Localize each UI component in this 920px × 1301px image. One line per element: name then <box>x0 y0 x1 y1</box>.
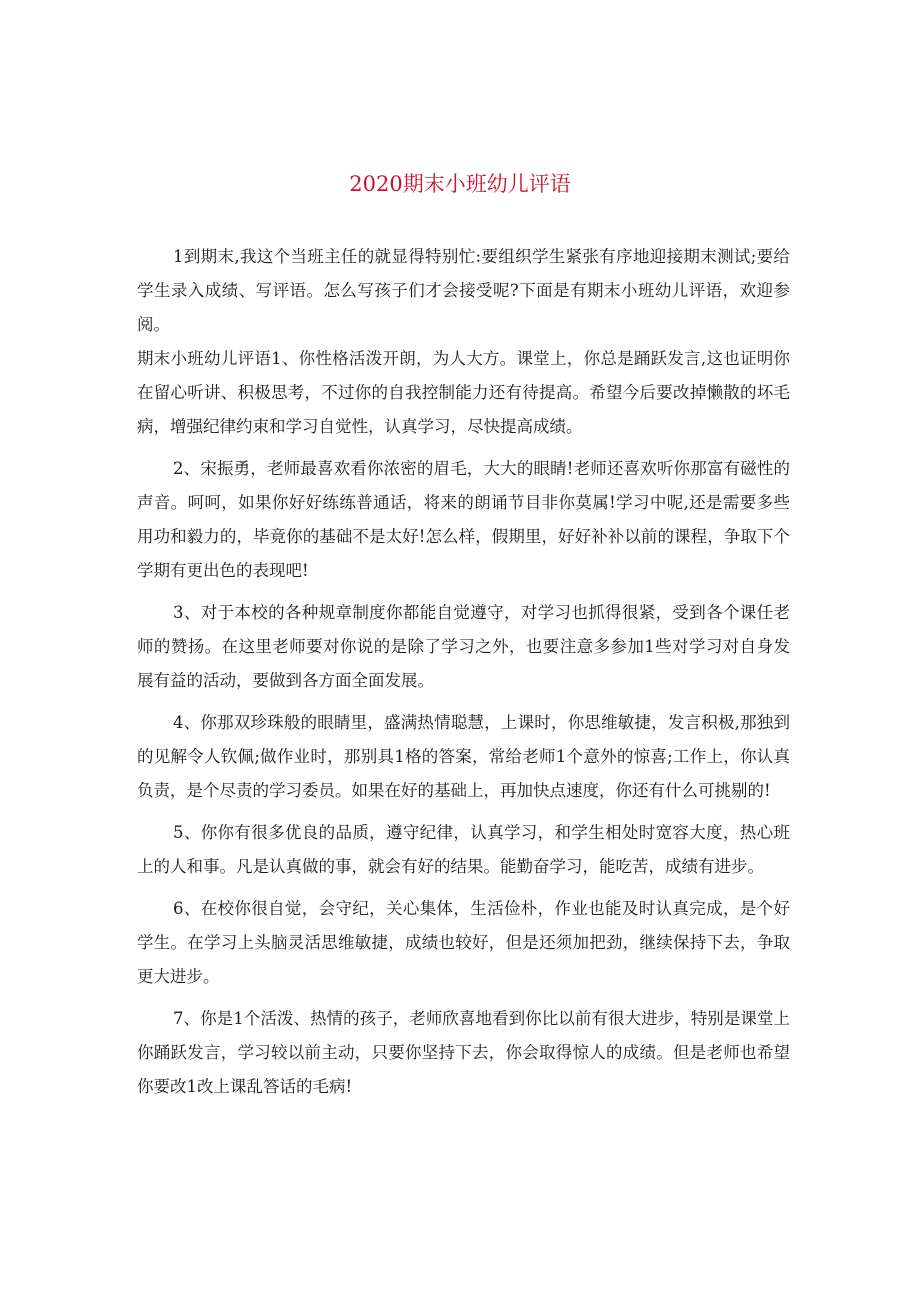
comment-paragraph-6: 6、在校你很自觉，会守纪，关心集体，生活俭朴，作业也能及时认真完成，是个好学生。在学习上头脑灵活思维敏捷，成绩也较好，但是还须加把劲，继续保持下去，争取更大进步。 <box>137 899 790 986</box>
document-title: 2020期末小班幼儿评语 <box>349 172 571 196</box>
comment-paragraph-5: 5、你你有很多优良的品质，遵守纪律，认真学习，和学生相处时宽容大度，热心班上的人和事。凡是认真做的事，就会有好的结果。能勤奋学习，能吃苦，成绩有进步。 <box>137 823 790 876</box>
comment-paragraph-2: 2、宋振勇，老师最喜欢看你浓密的眉毛，大大的眼睛!老师还喜欢听你那富有磁性的声音。呵呵，如果你好好练练普通话，将来的朗诵节目非你莫属!学习中呢,还是需要多些用功和毅力的，毕竟你的基础不是太好!怎么样，假期里，好好补补以前的课程，争取下个学期有更出色的表现吧! <box>137 459 790 580</box>
document-body <box>137 240 790 1112</box>
comment-paragraph-3: 3、对于本校的各种规章制度你都能自觉遵守，对学习也抓得很紧，受到各个课任老师的赞扬。在这里老师要对你说的是除了学习之外，也要注意多参加1些对学习对自身发展有益的活动，要做到各方面全面发展。 <box>137 603 790 690</box>
intro-paragraph: 1到期末,我这个当班主任的就显得特别忙:要组织学生紧张有序地迎接期末测试;要给学生录入成绩、写评语。怎么写孩子们才会接受呢?下面是有期末小班幼儿评语，欢迎参阅。 <box>137 247 790 334</box>
comment-paragraph-4: 4、你那双珍珠般的眼睛里，盛满热情聪慧，上课时，你思维敏捷，发言积极,那独到的见解令人钦佩;做作业时，那别具1格的答案，常给老师1个意外的惊喜;工作上，你认真负责，是个尽责的学习委员。如果在好的基础上，再加快点速度，你还有什么可挑剔的! <box>137 713 790 800</box>
comment-paragraph-7: 7、你是1个活泼、热情的孩子，老师欣喜地看到你比以前有很大进步，特别是课堂上你踊跃发言，学习较以前主动，只要你坚持下去，你会取得惊人的成绩。但是老师也希望你要改1改上课乱答话的毛病! <box>137 1009 790 1096</box>
comment-paragraph-1: 期末小班幼儿评语1、你性格活泼开朗，为人大方。课堂上，你总是踊跃发言,这也证明你在留心听讲、积极思考，不过你的自我控制能力还有待提高。希望今后要改掉懒散的坏毛病，增强纪律约束和学习自觉性，认真学习，尽快提高成绩。 <box>137 349 790 436</box>
